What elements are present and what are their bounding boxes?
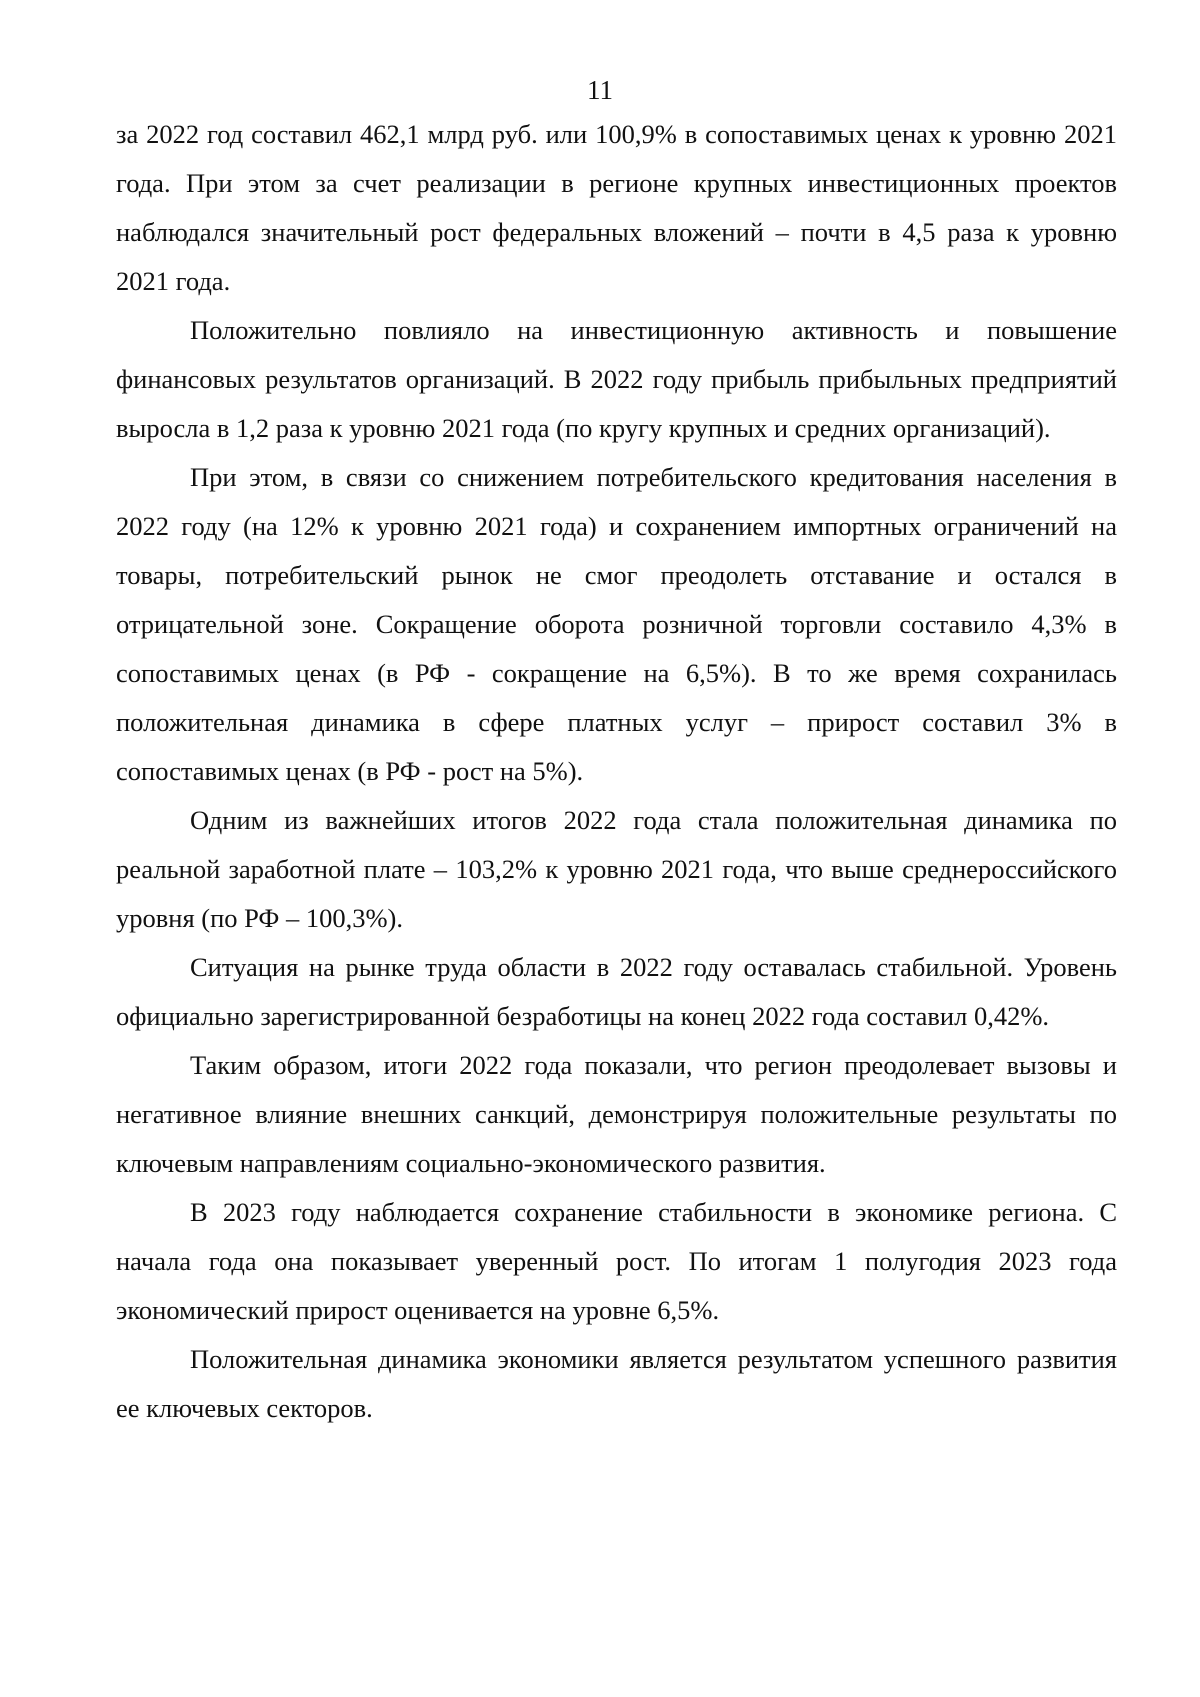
page-number: 11 bbox=[587, 75, 613, 105]
document-body bbox=[116, 110, 1117, 1433]
paragraph-financial-results: Положительно повлияло на инвестиционную активность и повышение финансовых результатов организаций. В 2022 году прибыль прибыльных предприятий выросла в 1,2 раза к уровню 2021 года (по кругу крупных и средних организаций). bbox=[116, 315, 1117, 443]
paragraph-2022-summary: Таким образом, итоги 2022 года показали, что регион преодолевает вызовы и негативное влияние внешних санкций, демонстрируя положительные результаты по ключевым направлениям социально-экономического развития. bbox=[116, 1050, 1117, 1178]
paragraph-consumer-market: При этом, в связи со снижением потребительского кредитования населения в 2022 году (на 12% к уровню 2021 года) и сохранением импортных ограничений на товары, потребительский рынок не смог преодолеть отставание и остался в отрицательной зоне. Сокращение оборота розничной торговли составило 4,3% в сопоставимых ценах (в РФ - сокращение на 6,5%). В то же время сохранилась положительная динамика в сфере платных услуг – прирост составил 3% в сопоставимых ценах (в РФ - рост на 5%). bbox=[116, 462, 1117, 786]
paragraph-key-sectors: Положительная динамика экономики является результатом успешного развития ее ключевых секторов. bbox=[116, 1344, 1117, 1423]
paragraph-real-wages: Одним из важнейших итогов 2022 года стала положительная динамика по реальной заработной плате – 103,2% к уровню 2021 года, что выше среднероссийского уровня (по РФ – 100,3%). bbox=[116, 805, 1117, 933]
paragraph-2023-stability: В 2023 году наблюдается сохранение стабильности в экономике региона. С начала года она показывает уверенный рост. По итогам 1 полугодия 2023 года экономический прирост оценивается на уровне 6,5%. bbox=[116, 1197, 1117, 1325]
paragraph-labor-market: Ситуация на рынке труда области в 2022 году оставалась стабильной. Уровень официально зарегистрированной безработицы на конец 2022 года составил 0,42%. bbox=[116, 952, 1117, 1031]
paragraph-investment-continuation: за 2022 год составил 462,1 млрд руб. или 100,9% в сопоставимых ценах к уровню 2021 года. При этом за счет реализации в регионе крупных инвестиционных проектов наблюдался значительный рост федеральных вложений – почти в 4,5 раза к уровню 2021 года. bbox=[116, 119, 1117, 296]
